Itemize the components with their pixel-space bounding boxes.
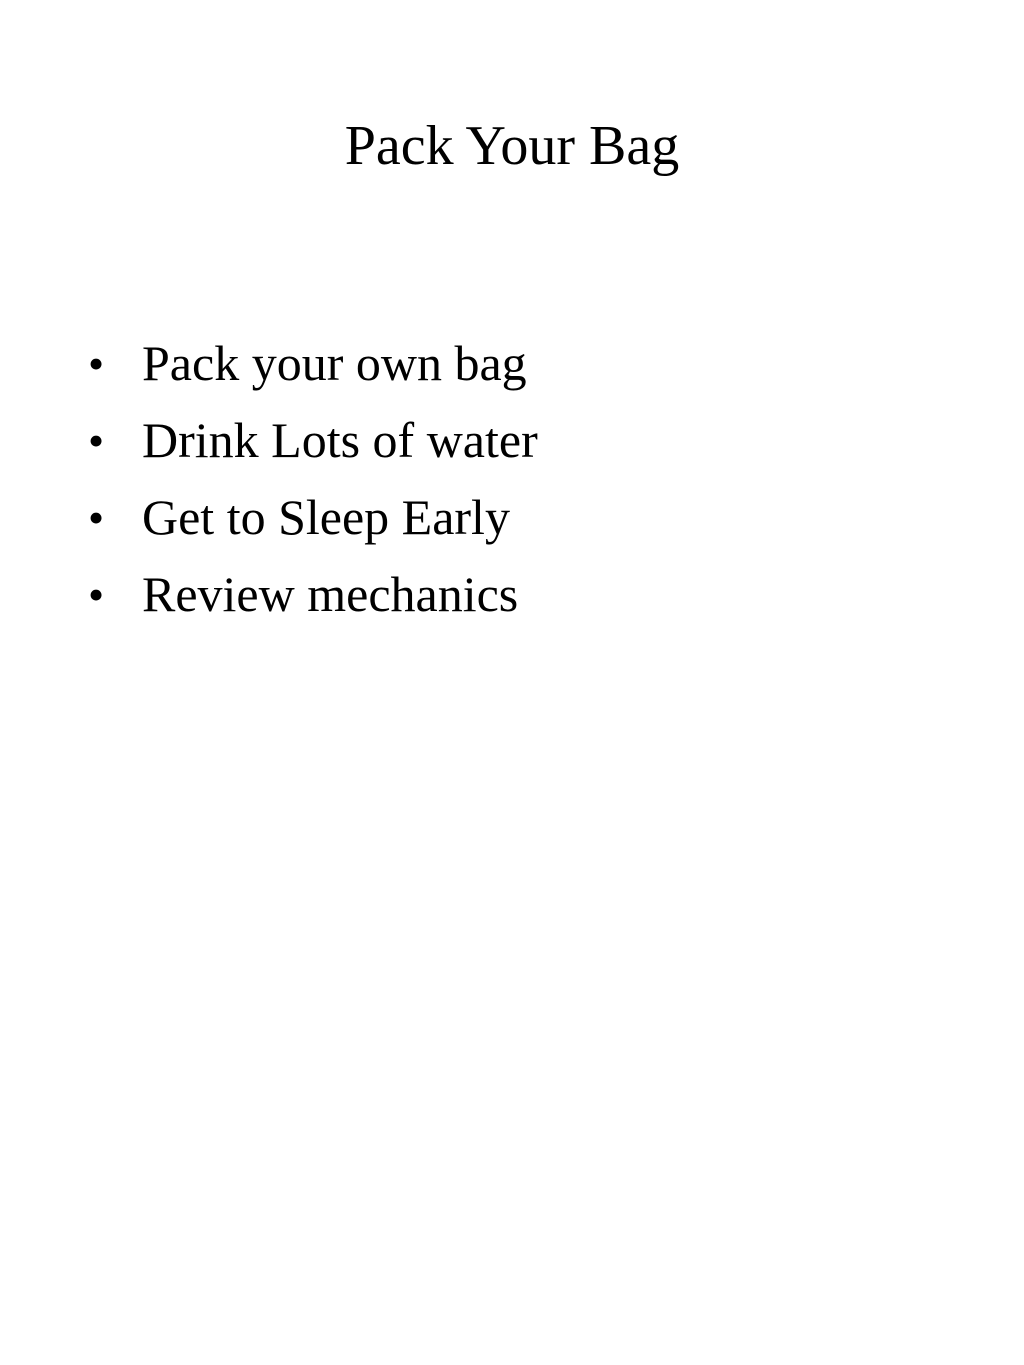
bullet-icon: •: [88, 569, 105, 620]
slide-title: Pack Your Bag: [344, 115, 680, 177]
bullet-text: Drink Lots of water: [142, 412, 538, 468]
bullet-text: Review mechanics: [142, 566, 519, 622]
bullet-icon: •: [88, 415, 105, 466]
bullet-text: Get to Sleep Early: [142, 489, 510, 545]
bullet-icon: •: [88, 492, 105, 543]
bullet-text: Pack your own bag: [142, 335, 527, 391]
bullet-icon: •: [88, 338, 105, 389]
